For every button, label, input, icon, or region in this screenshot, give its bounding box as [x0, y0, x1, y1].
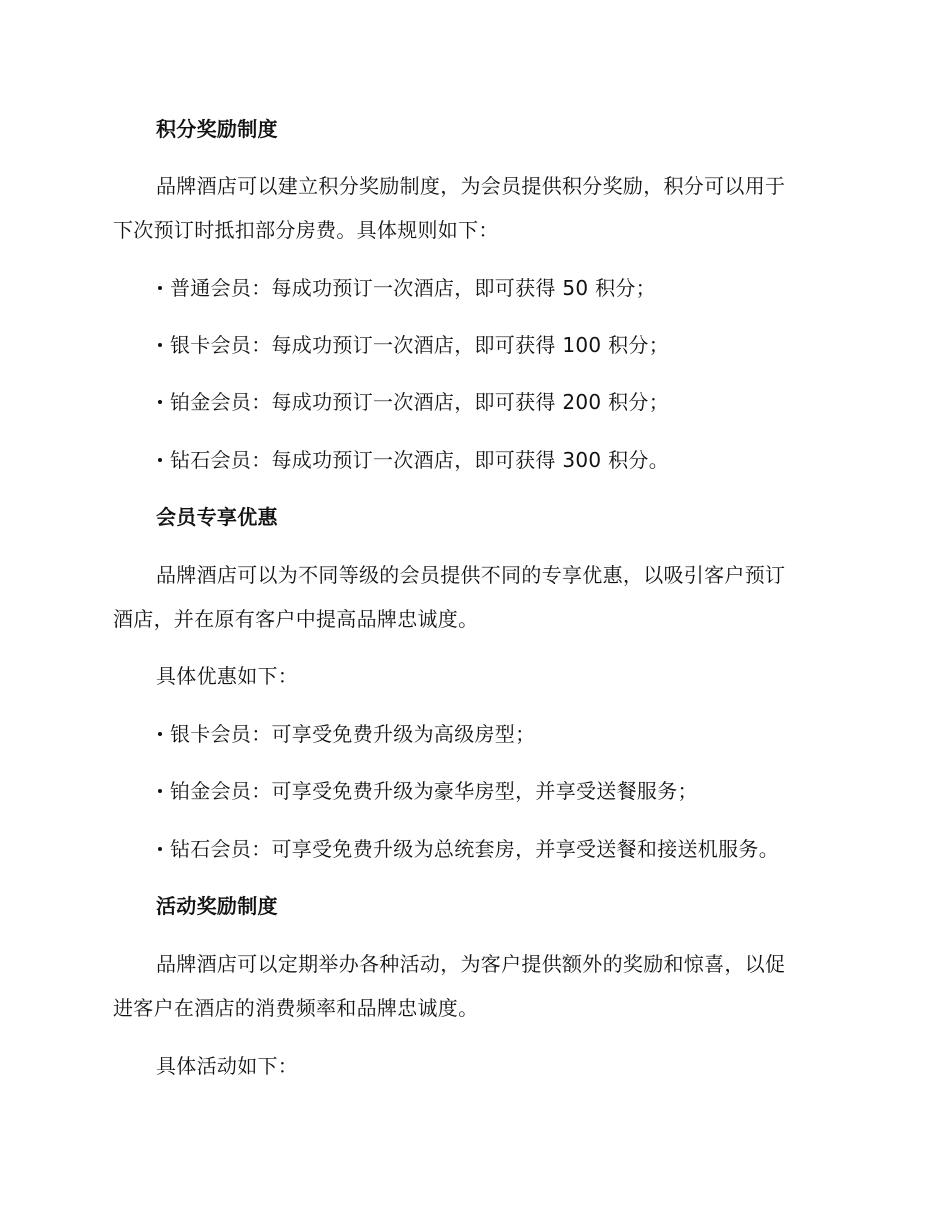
bullet-item	[156, 446, 669, 474]
paragraph-line: 下次预订时抵扣部分房费。具体规则如下：	[113, 218, 499, 242]
bullet-item	[156, 331, 669, 359]
bullet-item	[156, 777, 698, 805]
bullet-item	[156, 388, 669, 416]
bullet-text: 普通会员：每成功预订一次酒店，即可获得 50 积分；	[170, 276, 656, 300]
section-heading-member-offers: 会员专享优惠	[156, 505, 278, 529]
bullet-icon	[158, 458, 162, 462]
bullet-text: 铂金会员：每成功预订一次酒店，即可获得 200 积分；	[170, 390, 669, 414]
bullet-icon	[158, 789, 162, 793]
bullet-text: 钻石会员：每成功预订一次酒店，即可获得 300 积分。	[170, 448, 669, 472]
section-heading-activities: 活动奖励制度	[156, 894, 278, 918]
bullet-icon	[158, 286, 162, 290]
bullet-text: 钻石会员：可享受免费升级为总统套房，并享受送餐和接送机服务。	[170, 837, 779, 861]
bullet-icon	[158, 732, 162, 736]
paragraph-line: 进客户在酒店的消费频率和品牌忠诚度。	[113, 996, 479, 1020]
bullet-icon	[158, 400, 162, 404]
paragraph-line: 品牌酒店可以为不同等级的会员提供不同的专享优惠，以吸引客户预订	[156, 563, 786, 587]
bullet-text: 银卡会员：每成功预订一次酒店，即可获得 100 积分；	[170, 333, 669, 357]
bullet-item	[156, 835, 779, 863]
bullet-item	[156, 720, 535, 748]
bullet-text: 银卡会员：可享受免费升级为高级房型；	[170, 722, 536, 746]
paragraph-line: 品牌酒店可以定期举办各种活动，为客户提供额外的奖励和惊喜，以促	[156, 952, 786, 976]
bullet-icon	[158, 343, 162, 347]
section-heading-points: 积分奖励制度	[156, 117, 278, 141]
paragraph-line: 酒店，并在原有客户中提高品牌忠诚度。	[113, 607, 479, 631]
bullet-icon	[158, 847, 162, 851]
intro-line: 具体优惠如下：	[156, 664, 299, 688]
bullet-item	[156, 274, 656, 302]
bullet-text: 铂金会员：可享受免费升级为豪华房型，并享受送餐服务；	[170, 779, 698, 803]
paragraph-line: 品牌酒店可以建立积分奖励制度，为会员提供积分奖励，积分可以用于	[156, 174, 786, 198]
intro-line: 具体活动如下：	[156, 1054, 299, 1078]
